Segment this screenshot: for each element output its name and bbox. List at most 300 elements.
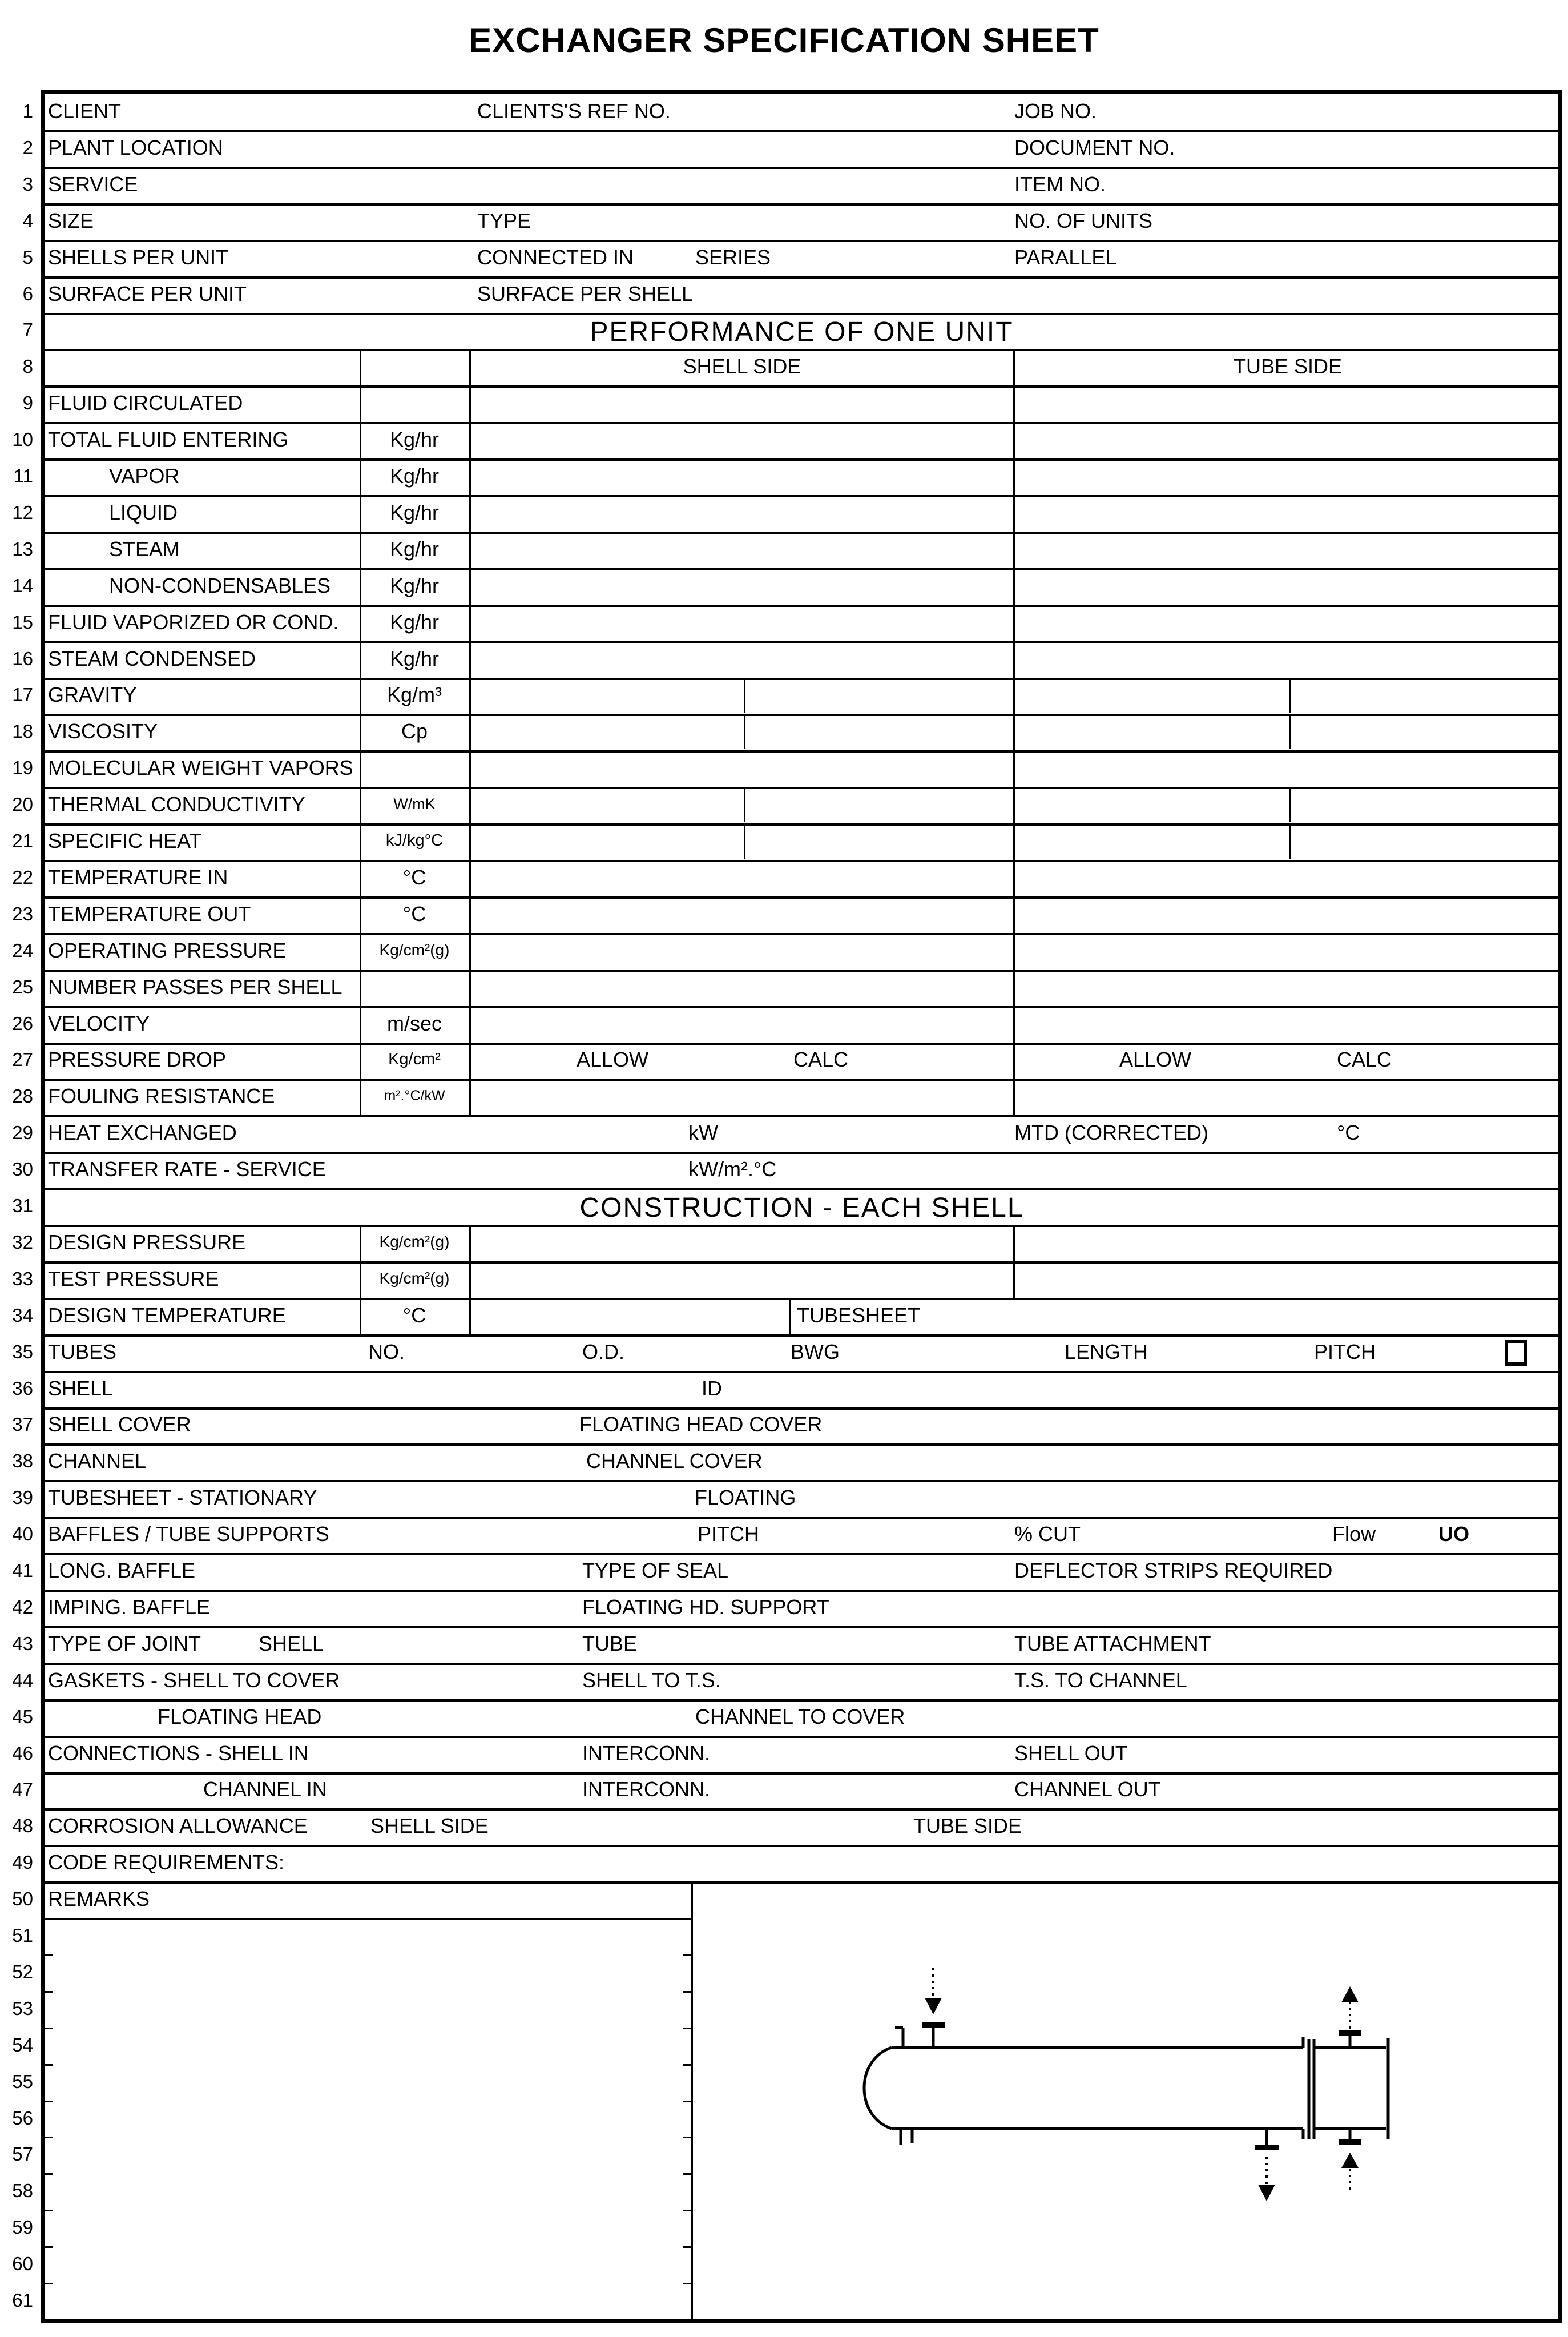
- row-number-10: 10: [12, 429, 33, 450]
- field-label: SHELL: [259, 1632, 324, 1655]
- field-label: VELOCITY: [48, 1012, 150, 1035]
- row-number-18: 18: [12, 721, 33, 742]
- column-divider: [469, 896, 471, 933]
- column-divider: [360, 1261, 361, 1298]
- table-row-47: [45, 1772, 1558, 1811]
- field-label: DESIGN PRESSURE: [48, 1230, 246, 1254]
- field-label: IMPING. BAFFLE: [48, 1595, 211, 1619]
- field-label: CLIENTS'S REF NO.: [477, 99, 671, 123]
- field-label: SHELLS PER UNIT: [48, 246, 229, 269]
- table-row-48: [45, 1808, 1558, 1847]
- column-divider: [1013, 714, 1015, 750]
- column-divider: [360, 568, 361, 605]
- row-number-20: 20: [12, 794, 33, 815]
- column-divider: [1013, 422, 1015, 458]
- row-number-12: 12: [12, 502, 33, 523]
- field-label: PRESSURE DROP: [48, 1048, 227, 1071]
- field-label: FLOATING HEAD COVER: [579, 1413, 823, 1436]
- field-label: NON-CONDENSABLES: [109, 574, 331, 597]
- column-divider: [360, 933, 361, 970]
- table-row-22: [45, 860, 1558, 899]
- field-label: FLUID VAPORIZED OR COND.: [48, 610, 339, 634]
- column-divider: [1013, 349, 1015, 385]
- field-label: SPECIFIC HEAT: [48, 829, 202, 852]
- row-number-33: 33: [12, 1268, 33, 1289]
- row-tick-divider: [683, 1954, 691, 1956]
- row-number-32: 32: [12, 1232, 33, 1253]
- field-label: TUBE SIDE: [913, 1814, 1022, 1837]
- column-divider: [1013, 1261, 1015, 1298]
- field-label: LONG. BAFFLE: [48, 1559, 196, 1582]
- field-label: TYPE OF SEAL: [582, 1559, 729, 1582]
- pitch-checkbox: [1505, 1340, 1527, 1366]
- row-number-42: 42: [12, 1596, 33, 1618]
- table-row-59: [45, 2210, 1558, 2246]
- field-label: Kg/hr: [389, 428, 440, 451]
- field-label: UO: [1438, 1522, 1469, 1546]
- field-label: CONNECTED IN: [477, 246, 634, 269]
- row-number-24: 24: [12, 940, 33, 961]
- row-tick-left: [45, 1918, 53, 1920]
- table-row-53: [45, 1991, 1558, 2028]
- row-tick-divider: [683, 1918, 691, 1920]
- table-row-35: [45, 1334, 1558, 1373]
- field-label: Kg/hr: [389, 610, 440, 634]
- table-row-1: [45, 94, 1558, 132]
- column-divider: [1013, 750, 1015, 787]
- row-number-8: 8: [22, 356, 33, 377]
- column-divider: [360, 422, 361, 458]
- row-tick-left: [45, 1991, 53, 1993]
- table-row-3: [45, 167, 1558, 206]
- field-label: °C: [402, 1304, 426, 1327]
- column-divider: [469, 532, 471, 568]
- in-out-sub-divider: [744, 824, 745, 859]
- table-row-16: [45, 641, 1558, 680]
- column-divider: [469, 750, 471, 787]
- field-label: TEMPERATURE OUT: [48, 902, 251, 926]
- table-row-41: [45, 1553, 1558, 1592]
- column-divider: [469, 1042, 471, 1079]
- field-label: PARALLEL: [1014, 246, 1117, 269]
- table-row-46: [45, 1736, 1558, 1775]
- row-number-1: 1: [22, 100, 33, 122]
- column-divider: [469, 970, 471, 1006]
- table-row-50: [45, 1881, 1558, 1918]
- row-number-29: 29: [12, 1122, 33, 1143]
- row-number-41: 41: [12, 1560, 33, 1581]
- row-number-27: 27: [12, 1049, 33, 1070]
- table-row-9: [45, 385, 1558, 424]
- table-row-19: [45, 750, 1558, 789]
- field-label: Kg/hr: [389, 537, 440, 561]
- column-divider: [1013, 568, 1015, 605]
- row-number-3: 3: [22, 174, 33, 195]
- row-number-39: 39: [12, 1487, 33, 1508]
- field-label: °C: [1337, 1121, 1360, 1144]
- row-tick-divider: [683, 2101, 691, 2102]
- field-label: % CUT: [1014, 1522, 1081, 1546]
- column-divider: [360, 641, 361, 678]
- field-label: MTD (CORRECTED): [1014, 1121, 1208, 1144]
- column-divider: [360, 349, 361, 385]
- field-label: SURFACE PER UNIT: [48, 282, 247, 305]
- row-tick-left: [45, 2210, 53, 2211]
- column-divider: [469, 860, 471, 896]
- field-label: kJ/kg°C: [385, 831, 444, 850]
- field-label: CODE REQUIREMENTS:: [48, 1851, 285, 1874]
- column-divider: [469, 641, 471, 678]
- in-out-sub-divider: [1289, 788, 1291, 822]
- row-number-50: 50: [12, 1888, 33, 1909]
- row-number-61: 61: [12, 2290, 33, 2311]
- row-number-30: 30: [12, 1159, 33, 1180]
- table-row-11: [45, 458, 1558, 497]
- row-number-51: 51: [12, 1925, 33, 1946]
- field-label: CHANNEL: [48, 1449, 147, 1473]
- column-divider: [1013, 970, 1015, 1006]
- column-divider: [1013, 823, 1015, 860]
- table-row-14: [45, 568, 1558, 607]
- column-divider: [469, 1261, 471, 1298]
- column-divider: [469, 568, 471, 605]
- row-number-21: 21: [12, 830, 33, 851]
- table-row-40: [45, 1517, 1558, 1555]
- field-label: TEST PRESSURE: [48, 1267, 219, 1290]
- field-label: MOLECULAR WEIGHT VAPORS: [48, 756, 353, 779]
- column-divider: [360, 787, 361, 823]
- row-number-36: 36: [12, 1378, 33, 1399]
- table-row-44: [45, 1663, 1558, 1702]
- column-divider: [1013, 1079, 1015, 1115]
- column-divider: [469, 422, 471, 458]
- column-divider: [1013, 605, 1015, 641]
- field-label: TUBE SIDE: [1233, 355, 1343, 378]
- row-number-6: 6: [22, 283, 33, 304]
- row-tick-divider: [683, 2246, 691, 2248]
- row-number-53: 53: [12, 1998, 33, 2019]
- column-divider: [469, 677, 471, 714]
- table-row-31: [45, 1188, 1558, 1227]
- row-number-48: 48: [12, 1815, 33, 1836]
- column-divider: [469, 495, 471, 532]
- in-out-sub-divider: [1289, 824, 1291, 859]
- field-label: VISCOSITY: [48, 719, 158, 743]
- table-row-42: [45, 1590, 1558, 1628]
- column-divider: [1013, 458, 1015, 495]
- field-label: Kg/hr: [389, 501, 440, 524]
- column-divider: [360, 605, 361, 641]
- field-label: LIQUID: [109, 501, 178, 524]
- table-row-6: [45, 276, 1558, 315]
- field-label: Flow: [1332, 1522, 1376, 1546]
- column-divider: [469, 1225, 471, 1261]
- field-label: °C: [402, 866, 426, 889]
- column-divider: [1013, 385, 1015, 422]
- field-label: CALC: [793, 1048, 849, 1071]
- row-number-9: 9: [22, 392, 33, 413]
- column-divider: [360, 860, 361, 896]
- table-row-38: [45, 1443, 1558, 1482]
- table-row-18: [45, 714, 1558, 753]
- row-tick-left: [45, 2101, 53, 2102]
- row-number-35: 35: [12, 1341, 33, 1362]
- row-number-57: 57: [12, 2143, 33, 2165]
- table-row-37: [45, 1407, 1558, 1446]
- field-label: TOTAL FLUID ENTERING: [48, 428, 289, 451]
- row-tick-left: [45, 2283, 53, 2284]
- field-label: kW/m².°C: [688, 1157, 777, 1181]
- row-tick-left: [45, 2173, 53, 2175]
- row-tick-left: [45, 2246, 53, 2248]
- section-header: PERFORMANCE OF ONE UNIT: [590, 317, 1014, 347]
- column-divider: [1013, 641, 1015, 678]
- field-label: m².°C/kW: [384, 1088, 445, 1104]
- field-label: SHELL TO T.S.: [582, 1668, 721, 1692]
- field-label: SHELL SIDE: [370, 1814, 489, 1837]
- field-label: NO. OF UNITS: [1014, 209, 1152, 232]
- field-label: CONNECTIONS - SHELL IN: [48, 1741, 309, 1765]
- in-out-sub-divider: [744, 788, 745, 822]
- row-tick-left: [45, 2028, 53, 2029]
- field-label: DESIGN TEMPERATURE: [48, 1304, 286, 1327]
- field-label: SHELL OUT: [1014, 1741, 1128, 1765]
- field-label: FOULING RESISTANCE: [48, 1084, 275, 1108]
- table-row-34: [45, 1298, 1558, 1337]
- column-divider: [360, 823, 361, 860]
- column-divider: [1013, 896, 1015, 933]
- table-row-29: [45, 1115, 1558, 1154]
- row-number-26: 26: [12, 1013, 33, 1034]
- field-label: SHELL SIDE: [683, 355, 801, 378]
- column-divider: [360, 1079, 361, 1115]
- row-number-16: 16: [12, 648, 33, 669]
- table-row-32: [45, 1225, 1558, 1264]
- field-label: INTERCONN.: [582, 1741, 710, 1765]
- field-label: SERVICE: [48, 172, 138, 196]
- field-label: TEMPERATURE IN: [48, 866, 228, 889]
- field-label: CHANNEL TO COVER: [695, 1705, 905, 1728]
- table-row-55: [45, 2064, 1558, 2101]
- field-label: CLIENT: [48, 99, 122, 123]
- column-divider: [1013, 1006, 1015, 1043]
- row-tick-left: [45, 1954, 53, 1956]
- row-number-58: 58: [12, 2180, 33, 2201]
- field-label: GRAVITY: [48, 683, 137, 706]
- field-label: SHELL COVER: [48, 1413, 191, 1436]
- row-number-15: 15: [12, 612, 33, 633]
- field-label: Kg/m³: [386, 683, 442, 706]
- row-number-59: 59: [12, 2217, 33, 2238]
- column-divider: [469, 1079, 471, 1115]
- row-number-56: 56: [12, 2107, 33, 2129]
- field-label: ALLOW: [577, 1048, 649, 1071]
- field-label: PITCH: [698, 1522, 759, 1546]
- column-divider: [360, 677, 361, 714]
- field-label: Kg/hr: [389, 464, 440, 488]
- row-number-4: 4: [22, 210, 33, 231]
- field-label: TRANSFER RATE - SERVICE: [48, 1157, 326, 1181]
- column-divider: [469, 1006, 471, 1043]
- spec-table: [41, 90, 1562, 2323]
- table-row-27: [45, 1042, 1558, 1081]
- column-divider: [360, 714, 361, 750]
- row-tick-divider: [683, 2283, 691, 2284]
- field-label: Cp: [401, 719, 428, 743]
- in-out-sub-divider: [744, 715, 745, 749]
- field-label: SERIES: [695, 246, 771, 269]
- field-label: ALLOW: [1119, 1048, 1192, 1071]
- row-tick-divider: [683, 2028, 691, 2029]
- column-divider: [1013, 933, 1015, 970]
- field-label: DOCUMENT NO.: [1014, 136, 1175, 159]
- field-label: Kg/cm²: [388, 1050, 441, 1068]
- row-tick-divider: [683, 2064, 691, 2066]
- table-row-8: [45, 349, 1558, 388]
- field-label: TUBE: [582, 1632, 638, 1655]
- field-label: Kg/cm²(g): [379, 1269, 450, 1287]
- table-row-56: [45, 2101, 1558, 2137]
- column-divider: [360, 385, 361, 422]
- field-label: SIZE: [48, 209, 94, 232]
- field-label: REMARKS: [48, 1887, 150, 1910]
- row-number-52: 52: [12, 1961, 33, 1982]
- field-label: TYPE OF JOINT: [48, 1632, 201, 1655]
- row-number-19: 19: [12, 757, 33, 778]
- row-number-44: 44: [12, 1670, 33, 1691]
- table-row-45: [45, 1699, 1558, 1738]
- page-title: EXCHANGER SPECIFICATION SHEET: [469, 21, 1099, 59]
- table-row-2: [45, 130, 1558, 169]
- row-number-31: 31: [12, 1195, 33, 1216]
- row-tick-divider: [683, 1991, 691, 1993]
- column-divider: [1013, 787, 1015, 823]
- field-label: FLUID CIRCULATED: [48, 391, 243, 415]
- table-row-39: [45, 1480, 1558, 1519]
- field-label: CALC: [1337, 1048, 1392, 1071]
- column-divider: [360, 495, 361, 532]
- column-divider: [360, 750, 361, 787]
- column-divider: [469, 714, 471, 750]
- table-row-60: [45, 2246, 1558, 2283]
- field-label: PITCH: [1314, 1340, 1376, 1363]
- field-label: Kg/cm²(g): [379, 941, 450, 959]
- field-label: STEAM: [109, 537, 180, 561]
- field-label: FLOATING: [695, 1486, 796, 1509]
- field-label: m/sec: [386, 1012, 442, 1035]
- row-number-5: 5: [22, 247, 33, 268]
- field-label: CHANNEL OUT: [1014, 1777, 1161, 1801]
- field-label: CORROSION ALLOWANCE: [48, 1814, 308, 1837]
- field-label: Kg/hr: [389, 574, 440, 597]
- table-row-26: [45, 1006, 1558, 1045]
- in-out-sub-divider: [744, 678, 745, 713]
- field-label: CHANNEL COVER: [586, 1449, 763, 1473]
- row-tick-divider: [683, 2210, 691, 2211]
- table-row-4: [45, 203, 1558, 242]
- column-divider: [469, 823, 471, 860]
- column-divider: [360, 1298, 361, 1334]
- column-divider: [469, 933, 471, 970]
- row-number-11: 11: [13, 465, 33, 486]
- column-divider: [360, 532, 361, 568]
- field-label: FLOATING HD. SUPPORT: [582, 1595, 829, 1619]
- row-number-47: 47: [12, 1779, 33, 1800]
- column-divider: [469, 787, 471, 823]
- field-label: JOB NO.: [1014, 99, 1097, 123]
- field-label: VAPOR: [109, 464, 180, 488]
- table-row-51: [45, 1918, 1558, 1954]
- table-row-21: [45, 823, 1558, 862]
- field-label: GASKETS - SHELL TO COVER: [48, 1668, 340, 1692]
- field-label: O.D.: [582, 1340, 625, 1363]
- column-divider: [469, 385, 471, 422]
- field-label: TUBESHEET - STATIONARY: [48, 1486, 317, 1509]
- row-number-22: 22: [12, 867, 33, 888]
- field-label: STEAM CONDENSED: [48, 647, 256, 670]
- table-row-54: [45, 2028, 1558, 2064]
- field-label: kW: [688, 1121, 718, 1144]
- table-row-61: [45, 2283, 1558, 2319]
- table-row-23: [45, 896, 1558, 935]
- row-number-23: 23: [12, 903, 33, 924]
- row-number-54: 54: [12, 2034, 33, 2056]
- column-divider: [360, 1006, 361, 1043]
- row-number-34: 34: [12, 1305, 33, 1326]
- table-row-52: [45, 1954, 1558, 1991]
- row-number-2: 2: [22, 137, 33, 158]
- column-divider: [1013, 495, 1015, 532]
- column-divider: [360, 1225, 361, 1261]
- field-label: BWG: [791, 1340, 840, 1363]
- column-divider: [469, 605, 471, 641]
- row-number-7: 7: [22, 319, 33, 340]
- row-number-14: 14: [12, 575, 33, 596]
- field-label: SHELL: [48, 1377, 114, 1400]
- field-label: DEFLECTOR STRIPS REQUIRED: [1014, 1559, 1333, 1582]
- table-row-58: [45, 2173, 1558, 2210]
- field-label: OPERATING PRESSURE: [48, 939, 287, 962]
- row-number-43: 43: [12, 1633, 33, 1654]
- field-label: HEAT EXCHANGED: [48, 1121, 237, 1144]
- column-divider: [469, 1298, 471, 1334]
- column-divider: [469, 349, 471, 385]
- field-label: Kg/hr: [389, 647, 440, 670]
- row-number-38: 38: [12, 1450, 33, 1471]
- table-row-20: [45, 787, 1558, 826]
- row-tick-divider: [683, 2173, 691, 2175]
- row-number-40: 40: [12, 1523, 33, 1544]
- in-out-sub-divider: [1289, 715, 1291, 749]
- column-divider: [1013, 677, 1015, 714]
- row-number-28: 28: [12, 1085, 33, 1107]
- field-label: W/mK: [393, 795, 436, 812]
- table-row-28: [45, 1079, 1558, 1117]
- table-row-36: [45, 1371, 1558, 1410]
- column-divider: [1013, 532, 1015, 568]
- field-label: THERMAL CONDUCTIVITY: [48, 793, 305, 816]
- field-label: TUBE ATTACHMENT: [1014, 1632, 1211, 1655]
- column-divider: [1013, 1042, 1015, 1079]
- table-row-30: [45, 1152, 1558, 1190]
- table-row-25: [45, 970, 1558, 1008]
- table-row-15: [45, 605, 1558, 643]
- field-label: TUBES: [48, 1340, 117, 1363]
- field-label: NO.: [368, 1340, 405, 1363]
- row-tick-divider: [683, 2137, 691, 2138]
- column-divider: [789, 1298, 791, 1334]
- table-row-33: [45, 1261, 1558, 1300]
